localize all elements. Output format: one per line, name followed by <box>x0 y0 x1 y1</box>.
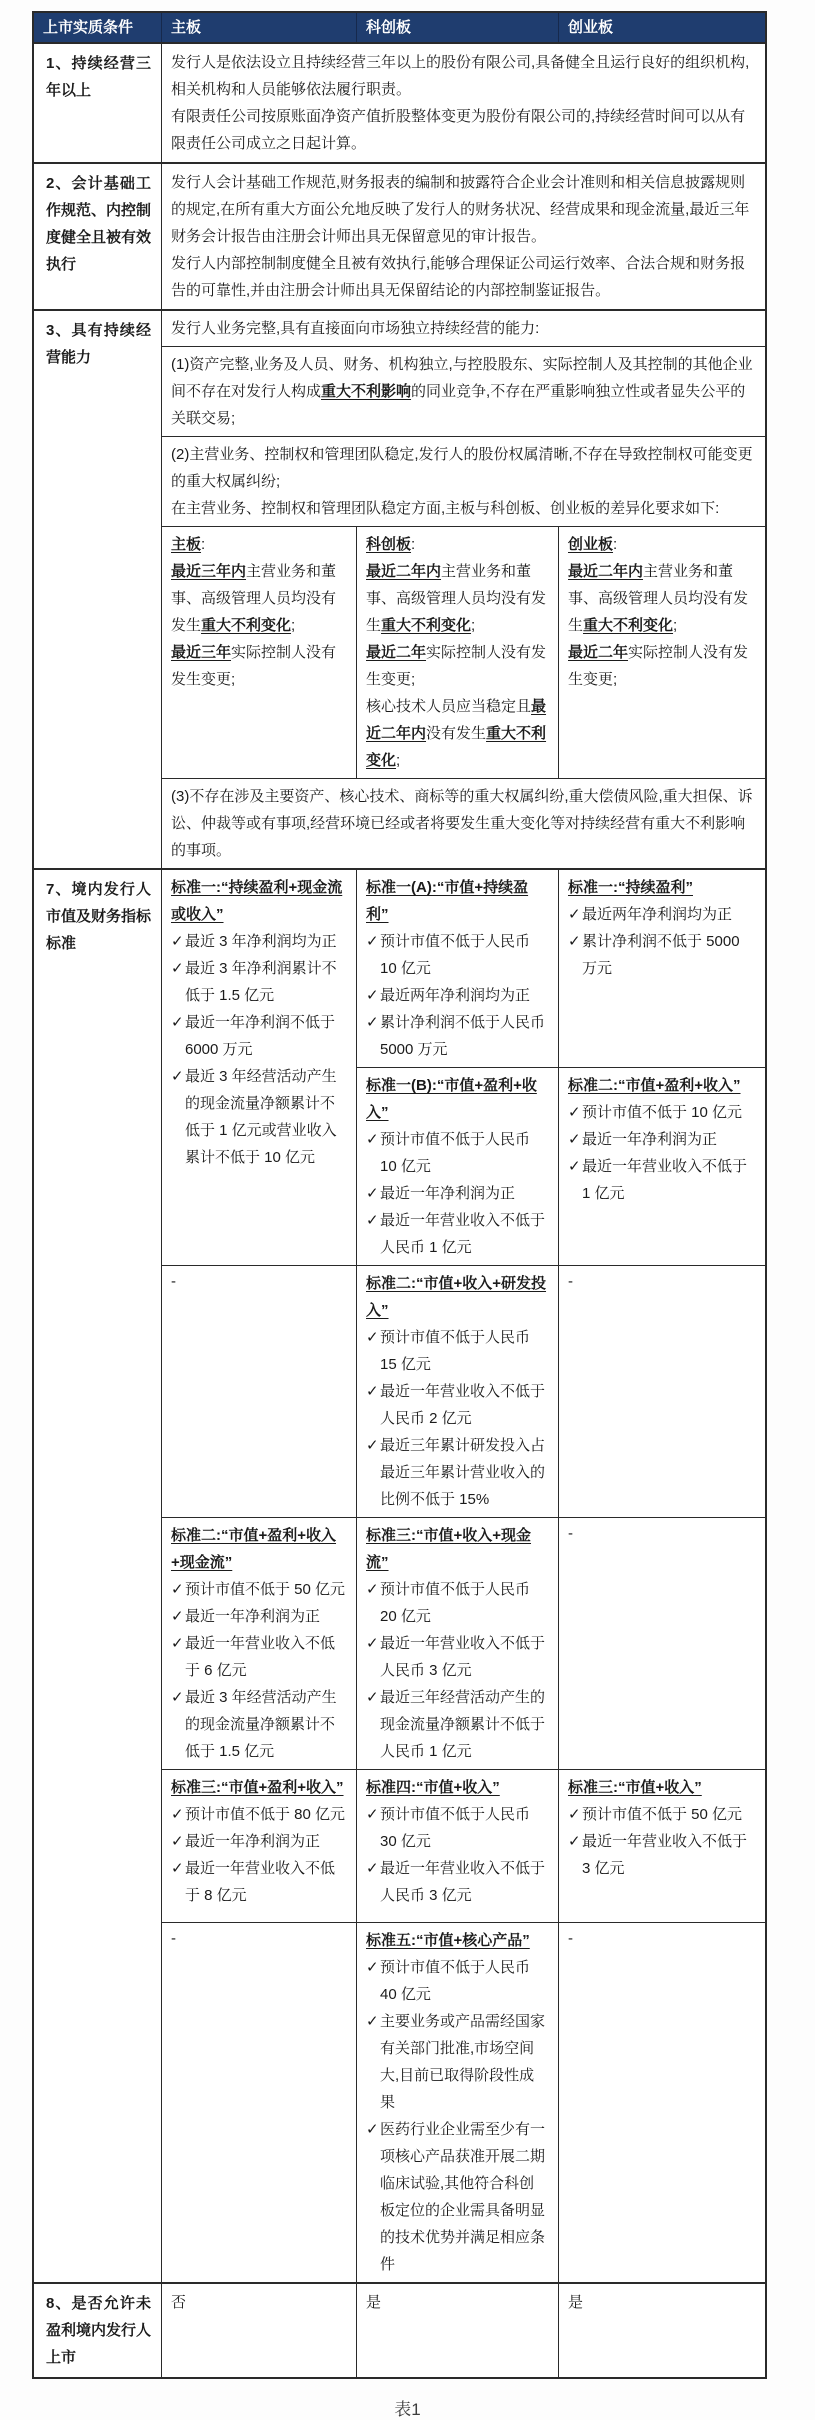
requirement-item: ✓ 预计市值不低于 80 亿元 <box>171 1801 347 1828</box>
standard-title: 标准五:“市值+核心产品” <box>366 1932 530 1949</box>
standard-title: 标准三:“市值+收入+现金流” <box>366 1527 532 1571</box>
header-cell-star-market: 科创板 <box>357 13 559 42</box>
emphasis-text: 最近三年内 <box>171 563 247 580</box>
check-icon: ✓ <box>366 1131 379 1148</box>
requirement-item: ✓ 最近一年营业收入不低于 8 亿元 <box>171 1855 347 1909</box>
requirement-item: ✓ 最近三年累计研发投入占最近三年累计营业收入的比例不低于 15% <box>366 1432 549 1513</box>
paragraph: 发行人是依法设立且持续经营三年以上的股份有限公司,具备健全且运行良好的组织机构,相关机构和人员能够依法履行职责。 <box>171 54 750 98</box>
row-3-main-board-cell <box>162 527 357 778</box>
requirement-item: ✓ 预计市值不低于人民币 10 亿元 <box>366 1126 549 1180</box>
emphasis-text: 重大不利变化 <box>381 617 472 634</box>
main-board-standard-2 <box>162 1518 357 1770</box>
standard-title: 标准三:“市值+盈利+收入” <box>171 1779 344 1796</box>
empty-dash: - <box>568 1930 573 1947</box>
star-market-standard-2 <box>357 1266 559 1518</box>
emphasis-text: 最近二年内 <box>366 698 547 742</box>
check-icon: ✓ <box>171 1014 184 1031</box>
emphasis-text: 重大不利影响 <box>321 383 412 400</box>
requirement-item: ✓ 预计市值不低于人民币 10 亿元 <box>366 928 549 982</box>
paragraph: 科创板: <box>366 536 416 553</box>
paragraph: (1)资产完整,业务及人员、财务、机构独立,与控股股东、实际控制人及其控制的其他企业间不存在对发行人构成重大不利影响的同业竞争,不存在严重影响独立性或者显失公平的关联交易; <box>171 356 753 427</box>
row-7-standards-grid <box>162 870 765 2282</box>
row-3-point-1 <box>162 347 765 437</box>
paragraph: 创业板: <box>568 536 618 553</box>
empty-dash: - <box>171 1930 176 1947</box>
check-icon: ✓ <box>171 1608 184 1625</box>
standard-title: 标准二:“市值+盈利+收入” <box>568 1077 741 1094</box>
check-icon: ✓ <box>366 987 379 1004</box>
paragraph: 最近二年内主营业务和董事、高级管理人员均没有发生重大不利变化; <box>568 563 749 634</box>
check-icon: ✓ <box>171 1581 184 1598</box>
paragraph: 最近三年实际控制人没有发生变更; <box>171 644 337 688</box>
emphasis-text: 重大不利变化 <box>201 617 292 634</box>
paragraph: 最近二年内主营业务和董事、高级管理人员均没有发生重大不利变化; <box>366 563 547 634</box>
table-row-3 <box>34 311 765 870</box>
row-3-board-comparison <box>162 527 765 779</box>
standard-title: 标准四:“市值+收入” <box>366 1779 500 1796</box>
requirement-item: ✓ 最近两年净利润均为正 <box>366 982 549 1009</box>
emphasis-text: 最近二年 <box>366 644 427 661</box>
requirement-item: ✓ 最近 3 年经营活动产生的现金流量净额累计不低于 1 亿元或营业收入累计不低于 10 亿元 <box>171 1063 347 1171</box>
check-icon: ✓ <box>568 1833 581 1850</box>
listing-conditions-table <box>32 11 767 2379</box>
table-row-7 <box>34 870 765 2284</box>
check-icon: ✓ <box>366 1860 379 1877</box>
star-market-standard-3 <box>357 1518 559 1770</box>
requirement-item: ✓ 最近 3 年净利润均为正 <box>171 928 347 955</box>
main-board-empty-1 <box>162 1266 357 1518</box>
row-8-main-board-value: 否 <box>162 2284 357 2377</box>
paragraph: 最近三年内主营业务和董事、高级管理人员均没有发生重大不利变化; <box>171 563 337 634</box>
row-1-content <box>162 44 765 162</box>
star-market-standard-4 <box>357 1770 559 1923</box>
emphasis-text: 最近二年内 <box>366 563 442 580</box>
paragraph: 核心技术人员应当稳定且最近二年内没有发生重大不利变化; <box>366 698 547 769</box>
emphasis-text: 科创板 <box>366 536 412 553</box>
header-cell-main-board: 主板 <box>162 13 357 42</box>
requirement-item: ✓ 最近一年营业收入不低于 1 亿元 <box>568 1153 756 1207</box>
row-3-star-market-cell <box>357 527 559 778</box>
check-icon: ✓ <box>366 1581 379 1598</box>
paragraph: (3)不存在涉及主要资产、核心技术、商标等的重大权属纠纷,重大偿债风险,重大担保、诉讼、仲裁等或有事项,经营环境已经或者将要发生重大变化等对持续经营有重大不利影响的事项。 <box>171 788 753 859</box>
standard-title: 标准一(B):“市值+盈利+收入” <box>366 1077 537 1121</box>
requirement-item: ✓ 最近一年营业收入不低于人民币 3 亿元 <box>366 1630 549 1684</box>
paragraph: 发行人业务完整,具有直接面向市场独立持续经营的能力: <box>171 320 540 337</box>
check-icon: ✓ <box>568 933 581 950</box>
check-icon: ✓ <box>171 1635 184 1652</box>
row-3-label: 3、具有持续经营能力 <box>34 311 162 868</box>
paragraph: 主板: <box>171 536 206 553</box>
requirement-item: ✓ 累计净利润不低于 5000 万元 <box>568 928 756 982</box>
check-icon: ✓ <box>366 1689 379 1706</box>
requirement-item: ✓ 最近 3 年经营活动产生的现金流量净额累计不低于 1.5 亿元 <box>171 1684 347 1765</box>
row-7-label: 7、境内发行人市值及财务指标标准 <box>34 870 162 2282</box>
requirement-item: ✓ 最近两年净利润均为正 <box>568 901 756 928</box>
requirement-item: ✓ 最近一年净利润不低于 6000 万元 <box>171 1009 347 1063</box>
check-icon: ✓ <box>568 1131 581 1148</box>
requirement-item: ✓ 最近一年净利润为正 <box>171 1828 347 1855</box>
main-board-standard-1 <box>162 870 357 1266</box>
requirement-item: ✓ 最近一年营业收入不低于人民币 3 亿元 <box>366 1855 549 1909</box>
row-8-star-market-value: 是 <box>357 2284 559 2377</box>
row-2-content <box>162 164 765 309</box>
table-header-row <box>34 13 765 44</box>
emphasis-text: 创业板 <box>568 536 614 553</box>
requirement-item: ✓ 最近一年净利润为正 <box>171 1603 347 1630</box>
header-cell-chinext: 创业板 <box>568 19 614 36</box>
emphasis-text: 最近三年 <box>171 644 232 661</box>
paragraph: 发行人内部控制制度健全且被有效执行,能够合理保证公司运行效率、合法合规和财务报告的可靠性,并由注册会计师出具无保留结论的内部控制鉴证报告。 <box>171 255 746 299</box>
check-icon: ✓ <box>366 1329 379 1346</box>
requirement-item: ✓ 预计市值不低于人民币 40 亿元 <box>366 1954 549 2008</box>
emphasis-text: 最近二年内 <box>568 563 644 580</box>
standard-title: 标准三:“市值+收入” <box>568 1779 702 1796</box>
star-market-standard-1b <box>357 1068 559 1266</box>
table-caption: 表1 <box>394 2400 421 2419</box>
requirement-item: ✓ 最近一年营业收入不低于人民币 2 亿元 <box>366 1378 549 1432</box>
emphasis-text: 最近二年 <box>568 644 629 661</box>
check-icon: ✓ <box>366 1185 379 1202</box>
standard-title: 标准一:“持续盈利” <box>568 879 693 896</box>
paragraph: 最近二年实际控制人没有发生变更; <box>568 644 749 688</box>
row-7-content <box>162 870 765 2282</box>
check-icon: ✓ <box>366 1383 379 1400</box>
requirement-item: ✓ 预计市值不低于 50 亿元 <box>568 1801 756 1828</box>
emphasis-text: 主板 <box>171 536 202 553</box>
paragraph: 发行人会计基础工作规范,财务报表的编制和披露符合企业会计准则和相关信息披露规则的规定,在所有重大方面公允地反映了发行人的财务状况、经营成果和现金流量,最近三年财务会计报告由注册会计师出具无保留意见的审计报告。 <box>171 174 750 245</box>
row-3-intro <box>162 311 765 347</box>
row-3-point-3 <box>162 779 765 868</box>
requirement-item: ✓ 最近 3 年净利润累计不低于 1.5 亿元 <box>171 955 347 1009</box>
check-icon: ✓ <box>171 1689 184 1706</box>
check-icon: ✓ <box>366 1635 379 1652</box>
check-icon: ✓ <box>171 960 184 977</box>
main-board-empty-2 <box>162 1923 357 2282</box>
requirement-item: ✓ 预计市值不低于 10 亿元 <box>568 1099 756 1126</box>
check-icon: ✓ <box>171 1068 184 1085</box>
requirement-item: ✓ 最近一年营业收入不低于 3 亿元 <box>568 1828 756 1882</box>
chinext-empty-3 <box>559 1923 765 2282</box>
paragraph: 在主营业务、控制权和管理团队稳定方面,主板与科创板、创业板的差异化要求如下: <box>171 500 720 517</box>
chinext-empty-1 <box>559 1266 765 1518</box>
requirement-item: ✓ 预计市值不低于 50 亿元 <box>171 1576 347 1603</box>
check-icon: ✓ <box>171 1860 184 1877</box>
check-icon: ✓ <box>366 2013 379 2030</box>
requirement-item: ✓ 预计市值不低于人民币 20 亿元 <box>366 1576 549 1630</box>
paragraph: (2)主营业务、控制权和管理团队稳定,发行人的股份权属清晰,不存在导致控制权可能变更的重大权属纠纷; <box>171 446 753 490</box>
requirement-item: ✓ 医药行业企业需至少有一项核心产品获准开展二期临床试验,其他符合科创板定位的企业需具备明显的技术优势并满足相应条件 <box>366 2116 549 2278</box>
empty-dash: - <box>568 1273 573 1290</box>
chinext-empty-2 <box>559 1518 765 1770</box>
row-1-label: 1、持续经营三年以上 <box>34 44 162 162</box>
row-2-label: 2、会计基础工作规范、内控制度健全且被有效执行 <box>34 164 162 309</box>
paragraph: 有限责任公司按原账面净资产值折股整体变更为股份有限公司的,持续经营时间可以从有限责任公司成立之日起计算。 <box>171 108 746 152</box>
row-3-chinext-cell <box>559 527 765 778</box>
check-icon: ✓ <box>568 1104 581 1121</box>
table-row-8 <box>34 2284 765 2377</box>
check-icon: ✓ <box>366 2121 379 2138</box>
star-market-standard-1a <box>357 870 559 1068</box>
main-board-standard-3 <box>162 1770 357 1923</box>
check-icon: ✓ <box>366 1212 379 1229</box>
table-row-1 <box>34 44 765 164</box>
empty-dash: - <box>171 1273 176 1290</box>
row-3-point-2 <box>162 437 765 527</box>
requirement-item: ✓ 预计市值不低于人民币 30 亿元 <box>366 1801 549 1855</box>
check-icon: ✓ <box>171 1833 184 1850</box>
standard-title: 标准一:“持续盈利+现金流或收入” <box>171 879 343 923</box>
standard-title: 标准二:“市值+盈利+收入+现金流” <box>171 1527 337 1571</box>
check-icon: ✓ <box>366 933 379 950</box>
standard-title: 标准二:“市值+收入+研发投入” <box>366 1275 547 1319</box>
row-8-chinext-value: 是 <box>568 2294 584 2311</box>
star-market-standard-5 <box>357 1923 559 2282</box>
check-icon: ✓ <box>366 1437 379 1454</box>
chinext-standard-2 <box>559 1068 765 1266</box>
table-row-2 <box>34 164 765 311</box>
check-icon: ✓ <box>366 1014 379 1031</box>
requirement-item: ✓ 最近一年营业收入不低于 6 亿元 <box>171 1630 347 1684</box>
requirement-item: ✓ 最近一年净利润为正 <box>568 1126 756 1153</box>
emphasis-text: 重大不利变化 <box>583 617 674 634</box>
row-3-content <box>162 311 765 868</box>
check-icon: ✓ <box>568 1806 581 1823</box>
check-icon: ✓ <box>568 1158 581 1175</box>
header-cell-conditions: 上市实质条件 <box>34 13 162 42</box>
check-icon: ✓ <box>366 1959 379 1976</box>
chinext-standard-1 <box>559 870 765 1068</box>
requirement-item: ✓ 累计净利润不低于人民币 5000 万元 <box>366 1009 549 1063</box>
paragraph: 最近二年实际控制人没有发生变更; <box>366 644 547 688</box>
requirement-item: ✓ 预计市值不低于人民币 15 亿元 <box>366 1324 549 1378</box>
standard-title: 标准一(A):“市值+持续盈利” <box>366 879 529 923</box>
check-icon: ✓ <box>366 1806 379 1823</box>
requirement-item: ✓ 主要业务或产品需经国家有关部门批准,市场空间大,目前已取得阶段性成果 <box>366 2008 549 2116</box>
emphasis-text: 重大不利变化 <box>366 725 547 769</box>
requirement-item: ✓ 最近一年营业收入不低于人民币 1 亿元 <box>366 1207 549 1261</box>
requirement-item: ✓ 最近一年净利润为正 <box>366 1180 549 1207</box>
requirement-item: ✓ 最近三年经营活动产生的现金流量净额累计不低于人民币 1 亿元 <box>366 1684 549 1765</box>
empty-dash: - <box>568 1525 573 1542</box>
check-icon: ✓ <box>568 906 581 923</box>
chinext-standard-3 <box>559 1770 765 1923</box>
check-icon: ✓ <box>171 933 184 950</box>
row-8-label: 8、是否允许未盈利境内发行人上市 <box>34 2284 162 2377</box>
check-icon: ✓ <box>171 1806 184 1823</box>
